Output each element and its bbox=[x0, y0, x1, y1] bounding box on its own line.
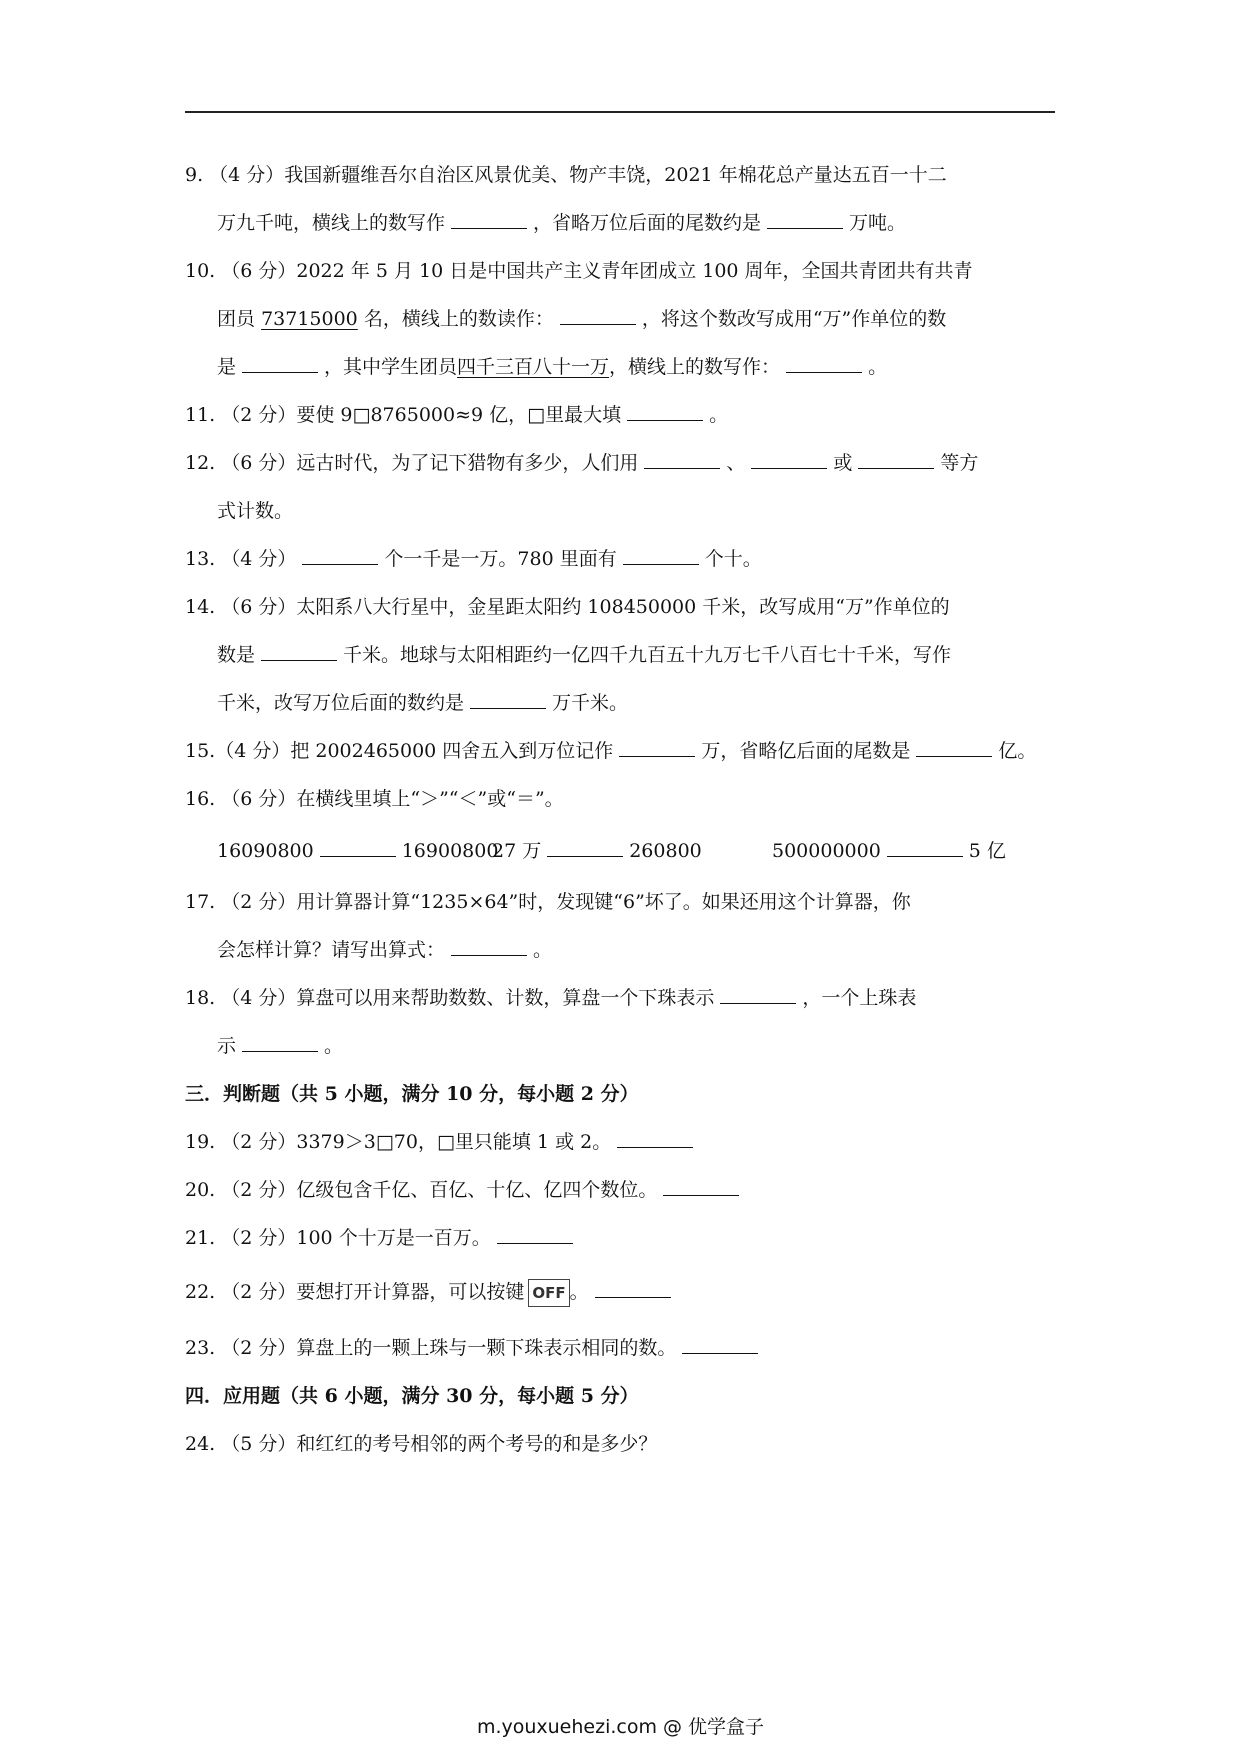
q16-line1: 16. （6 分）在横线里填上“＞”“＜”或“＝”。 bbox=[185, 788, 564, 810]
underlined-number: 73715000 bbox=[261, 308, 358, 330]
q14-line1: 14. （6 分）太阳系八大行星中，金星距太阳约 108450000 千米，改写成用“万”作单位的 bbox=[185, 596, 950, 618]
q11-line: 11. （2 分）要使 9□8765000≈9 亿，□里最大填 。 bbox=[185, 404, 729, 426]
q10-line3: 是 ，其中学生团员四千三百八十一万，横线上的数写作： 。 bbox=[217, 356, 888, 378]
answer-blank[interactable] bbox=[497, 1225, 573, 1244]
q14-line2: 数是 千米。地球与太阳相距约一亿四千九百五十九万七千八百七十千米，写作 bbox=[217, 644, 952, 666]
answer-blank[interactable] bbox=[767, 210, 843, 229]
header-rule bbox=[185, 111, 1055, 113]
answer-blank[interactable] bbox=[595, 1279, 671, 1298]
answer-blank[interactable] bbox=[720, 985, 796, 1004]
answer-blank[interactable] bbox=[627, 402, 703, 421]
answer-blank[interactable] bbox=[617, 1129, 693, 1148]
q22-line: 22. （2 分）要想打开计算器，可以按键 OFF 。 bbox=[185, 1278, 677, 1307]
q21-line: 21. （2 分）100 个十万是一百万。 bbox=[185, 1224, 579, 1252]
q24-line: 24. （5 分）和红红的考号相邻的两个考号的和是多少？ bbox=[185, 1433, 658, 1455]
answer-blank[interactable] bbox=[887, 838, 963, 857]
answer-blank[interactable] bbox=[242, 354, 318, 373]
answer-blank[interactable] bbox=[786, 354, 862, 373]
q23-line: 23. （2 分）算盘上的一颗上珠与一颗下珠表示相同的数。 bbox=[185, 1334, 764, 1362]
answer-blank[interactable] bbox=[451, 937, 527, 956]
answer-blank[interactable] bbox=[547, 838, 623, 857]
q10-line2: 团员 73715000 名，横线上的数读作： ，将这个数改写成用“万”作单位的数 bbox=[217, 308, 947, 330]
q16-compare-2: 27 万 260800 bbox=[492, 840, 702, 862]
section-4-heading: 四．应用题（共 6 小题，满分 30 分，每小题 5 分） bbox=[185, 1385, 639, 1407]
answer-blank[interactable] bbox=[242, 1033, 318, 1052]
underlined-text: 四千三百八十一万 bbox=[457, 356, 610, 378]
footer-watermark: m.youxuehezi.com @ 优学盒子 bbox=[476, 1716, 765, 1738]
answer-blank[interactable] bbox=[261, 642, 337, 661]
q15-line: 15.（4 分）把 2002465000 四舍五入到万位记作 万，省略亿后面的尾数是 亿。 bbox=[185, 740, 1037, 762]
q9-line2: 万九千吨，横线上的数写作 ，省略万位后面的尾数约是 万吨。 bbox=[217, 212, 907, 234]
q19-line: 19. （2 分）3379＞3□70，□里只能填 1 或 2。 bbox=[185, 1128, 699, 1156]
answer-blank[interactable] bbox=[619, 738, 695, 757]
answer-blank[interactable] bbox=[644, 450, 720, 469]
q16-compare-1: 16090800 16900800 bbox=[217, 840, 499, 862]
q20-line: 20. （2 分）亿级包含千亿、百亿、十亿、亿四个数位。 bbox=[185, 1176, 745, 1204]
q18-line2: 示 。 bbox=[217, 1035, 344, 1057]
answer-blank[interactable] bbox=[916, 738, 992, 757]
answer-blank[interactable] bbox=[623, 546, 699, 565]
q12-line1: 12. （6 分）远古时代，为了记下猎物有多少，人们用 、 或 等方 bbox=[185, 452, 979, 474]
answer-blank[interactable] bbox=[451, 210, 527, 229]
q10-line1: 10. （6 分）2022 年 5 月 10 日是中国共产主义青年团成立 100 周年，全国共青团共有共青 bbox=[185, 260, 973, 282]
q9-line1: 9. （4 分）我国新疆维吾尔自治区风景优美、物产丰饶，2021 年棉花总产量达五百一十二 bbox=[185, 164, 947, 186]
q18-line1: 18. （4 分）算盘可以用来帮助数数、计数，算盘一个下珠表示 ，一个上珠表 bbox=[185, 987, 917, 1009]
q17-line2: 会怎样计算？请写出算式： 。 bbox=[217, 939, 553, 961]
q12-line2: 式计数。 bbox=[217, 500, 294, 522]
answer-blank[interactable] bbox=[751, 450, 827, 469]
q13-line: 13. （4 分） 个一千是一万。780 里面有 个十。 bbox=[185, 548, 762, 570]
answer-blank[interactable] bbox=[320, 838, 396, 857]
answer-blank[interactable] bbox=[302, 546, 378, 565]
off-key-icon: OFF bbox=[528, 1279, 569, 1307]
section-3-heading: 三．判断题（共 5 小题，满分 10 分，每小题 2 分） bbox=[185, 1083, 639, 1105]
q17-line1: 17. （2 分）用计算器计算“1235×64”时，发现键“6”坏了。如果还用这个计算器，你 bbox=[185, 891, 911, 913]
answer-blank[interactable] bbox=[682, 1335, 758, 1354]
q16-compare-3: 500000000 5 亿 bbox=[772, 840, 1006, 862]
answer-blank[interactable] bbox=[560, 306, 636, 325]
q14-line3: 千米，改写万位后面的数约是 万千米。 bbox=[217, 692, 629, 714]
answer-blank[interactable] bbox=[470, 690, 546, 709]
answer-blank[interactable] bbox=[858, 450, 934, 469]
answer-blank[interactable] bbox=[663, 1177, 739, 1196]
